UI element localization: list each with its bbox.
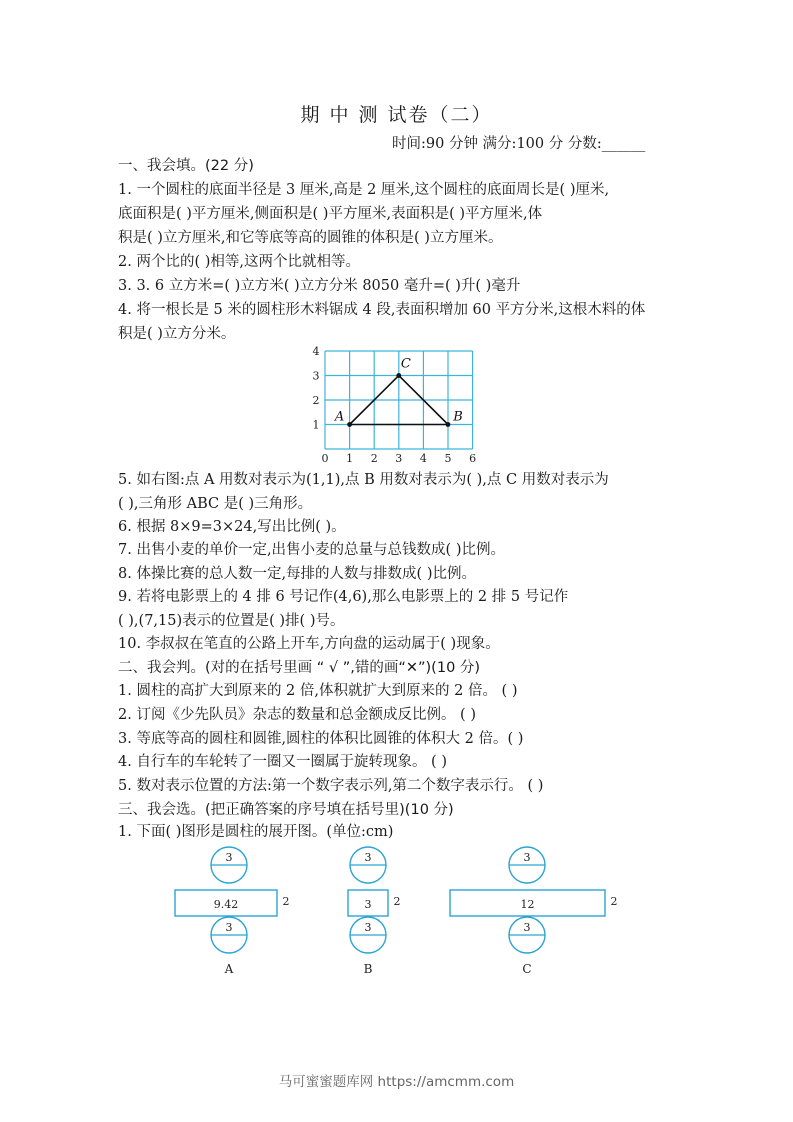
question-line: 6. 根据 8×9=3×24,写出比例( )。 xyxy=(118,519,346,535)
option-label: A xyxy=(224,962,234,976)
circle-label: 3 xyxy=(523,921,531,934)
y-tick-label: 4 xyxy=(312,345,320,358)
coordinate-grid-figure xyxy=(305,338,475,464)
rectangle-label: 12 xyxy=(520,898,535,911)
choice-line: 1. 下面( )图形是圆柱的展开图。(单位:cm) xyxy=(118,824,394,840)
x-tick-label: 0 xyxy=(321,452,329,465)
question-line: ( ),(7,15)表示的位置是( )排( )号。 xyxy=(118,613,345,629)
question-line: 5. 如右图:点 A 用数对表示为(1,1),点 B 用数对表示为( ),点 C 用数对表示为 xyxy=(118,472,609,488)
circle-label: 3 xyxy=(225,921,233,934)
option-label: C xyxy=(522,962,532,976)
net-option-C xyxy=(450,847,618,976)
point-A xyxy=(347,422,352,427)
y-tick-label: 2 xyxy=(312,394,320,407)
section-2-heading: 二、我会判。(对的在括号里画 “ √ ”,错的画“✕”)(10 分) xyxy=(118,660,481,676)
question-line: 7. 出售小麦的单价一定,出售小麦的总量与总钱数成( )比例。 xyxy=(118,542,505,558)
x-tick-label: 1 xyxy=(346,452,354,465)
question-line: 9. 若将电影票上的 4 排 6 号记作(4,6),那么电影票上的 2 排 5 号记作 xyxy=(118,589,569,605)
question-line: ( ),三角形 ABC 是( )三角形。 xyxy=(118,496,313,512)
point-C xyxy=(396,373,401,378)
x-tick-label: 4 xyxy=(419,452,427,465)
point-label: C xyxy=(400,356,411,372)
y-tick-label: 1 xyxy=(312,418,320,432)
question-line: 底面积是( )平方厘米,侧面积是( )平方厘米,表面积是( )平方厘米,体 xyxy=(118,206,543,222)
footer-watermark: 马可蜜蜜题库网 https://amcmm.com xyxy=(278,1074,515,1090)
x-tick-label: 3 xyxy=(395,452,403,465)
point-label: B xyxy=(453,409,463,425)
page-title: 期 中 测 试卷（二） xyxy=(300,104,493,126)
y-tick-label: 3 xyxy=(312,369,320,383)
question-line: 积是( )立方分米。 xyxy=(118,326,236,342)
grid-lines xyxy=(325,351,473,449)
question-line: 4. 将一根长是 5 米的圆柱形木料锯成 4 段,表面积增加 60 平方分米,这根木料的体 xyxy=(118,302,646,318)
judge-line: 4. 自行车的车轮转了一圈又一圈属于旋转现象。 ( ) xyxy=(118,754,447,770)
rectangle-label: 9.42 xyxy=(213,898,239,911)
question-line: 3. 3. 6 立方米=( )立方米( )立方分米 8050 毫升=( )升( )毫升 xyxy=(118,278,521,294)
option-label: B xyxy=(363,962,373,976)
net-option-B xyxy=(348,847,401,976)
section-3-heading: 三、我会选。(把正确答案的序号填在括号里)(10 分) xyxy=(118,802,454,818)
x-tick-label: 6 xyxy=(469,452,477,465)
question-line: 2. 两个比的( )相等,这两个比就相等。 xyxy=(118,254,360,270)
question-line: 10. 李叔叔在笔直的公路上开车,方向盘的运动属于( )现象。 xyxy=(118,636,500,652)
section-1-heading: 一、我会填。(22 分) xyxy=(118,158,254,174)
rectangle-label: 3 xyxy=(364,898,372,911)
height-label: 2 xyxy=(282,895,290,908)
height-label: 2 xyxy=(610,895,618,908)
judge-line: 1. 圆柱的高扩大到原来的 2 倍,体积就扩大到原来的 2 倍。 ( ) xyxy=(118,683,518,699)
exam-meta: 时间:90 分钟 满分:100 分 分数:______ xyxy=(392,136,646,152)
circle-label: 3 xyxy=(225,851,233,864)
net-option-A xyxy=(175,847,290,976)
height-label: 2 xyxy=(393,895,401,908)
point-B xyxy=(446,422,451,427)
point-label: A xyxy=(334,409,345,425)
x-tick-label: 2 xyxy=(370,452,378,465)
circle-label: 3 xyxy=(523,851,531,864)
x-tick-label: 5 xyxy=(444,452,452,465)
circle-label: 3 xyxy=(364,851,372,864)
judge-line: 3. 等底等高的圆柱和圆锥,圆柱的体积比圆锥的体积大 2 倍。( ) xyxy=(118,731,524,747)
circle-label: 3 xyxy=(364,921,372,934)
question-line: 1. 一个圆柱的底面半径是 3 厘米,高是 2 厘米,这个圆柱的底面周长是( )厘米, xyxy=(118,182,610,198)
grid-labels xyxy=(313,345,477,465)
cylinder-nets-figure xyxy=(160,845,630,980)
judge-line: 2. 订阅《少先队员》杂志的数量和总金额成反比例。 ( ) xyxy=(118,707,476,723)
question-line: 8. 体操比赛的总人数一定,每排的人数与排数成( )比例。 xyxy=(118,566,476,582)
question-line: 积是( )立方厘米,和它等底等高的圆锥的体积是( )立方厘米。 xyxy=(118,230,503,246)
judge-line: 5. 数对表示位置的方法:第一个数字表示列,第二个数字表示行。 ( ) xyxy=(118,778,544,794)
